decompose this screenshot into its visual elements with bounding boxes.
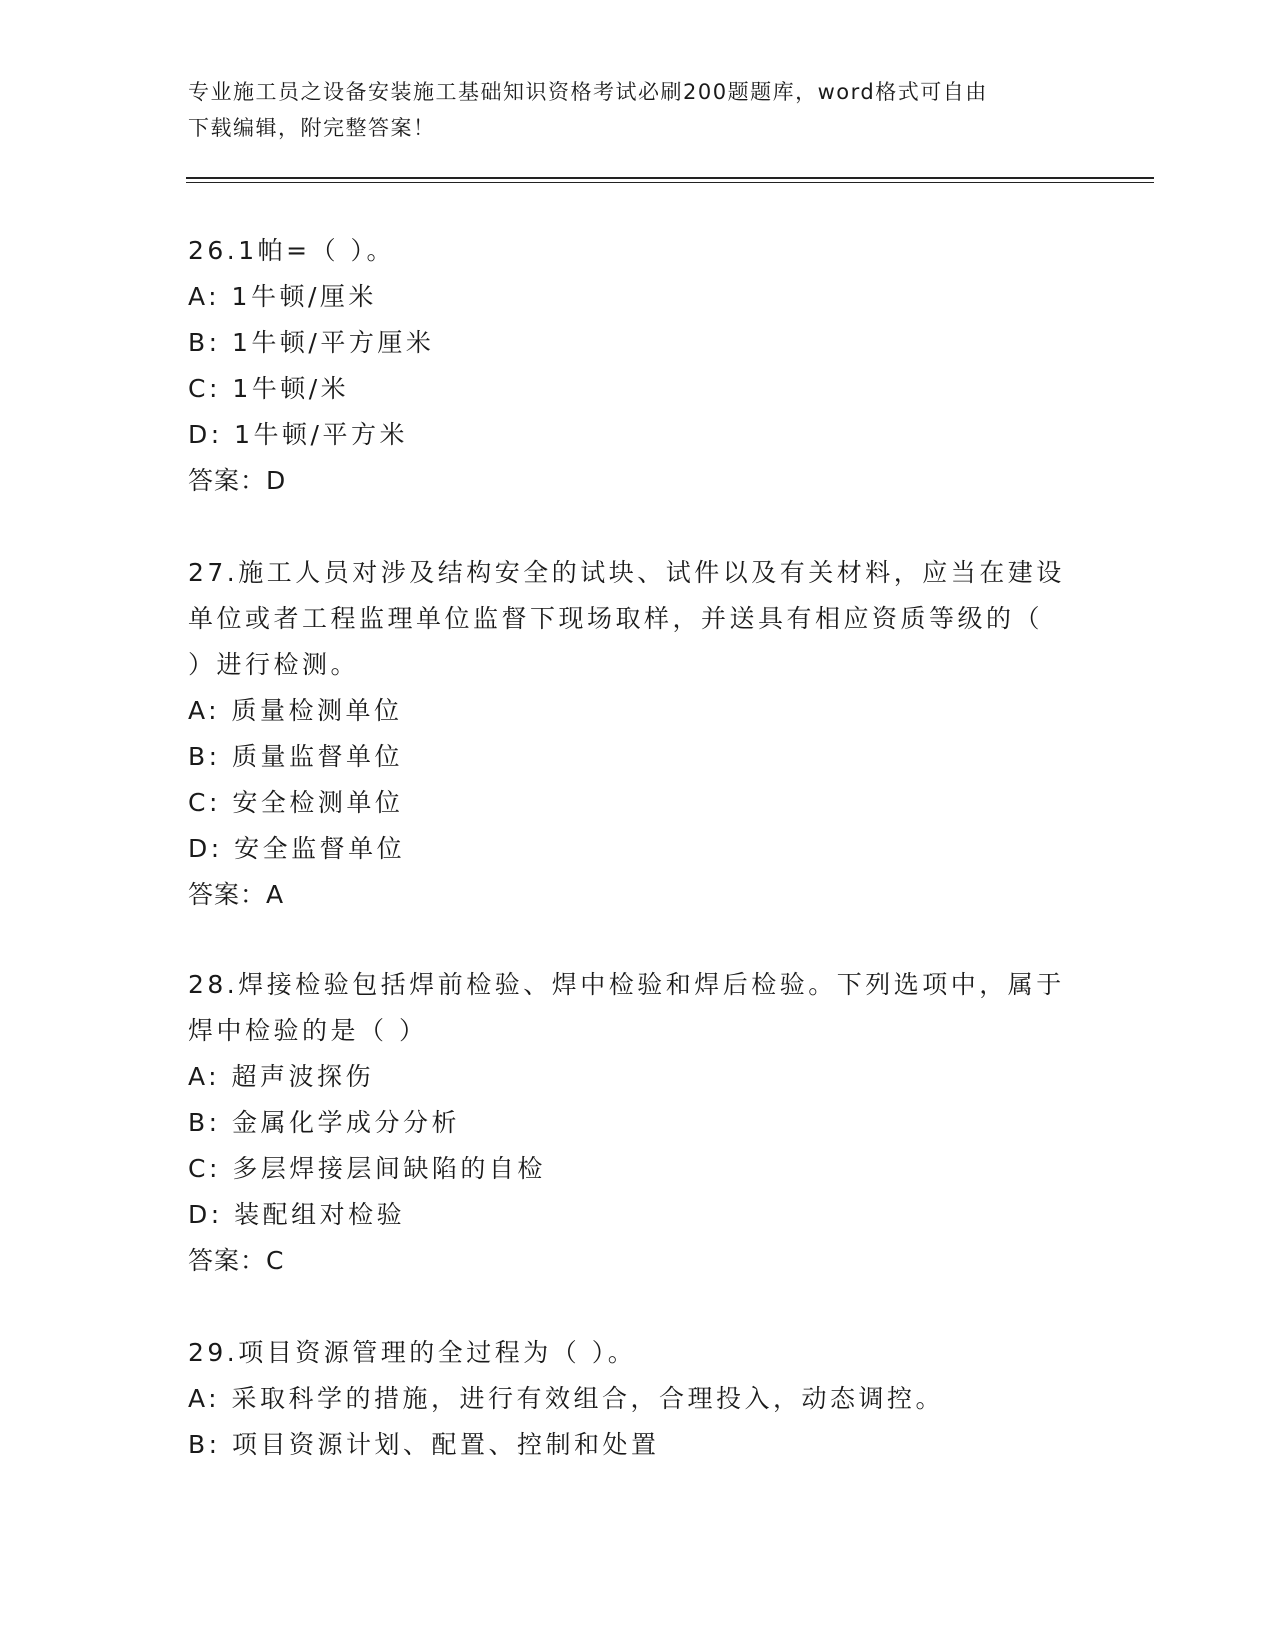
question-text: 29.项目资源管理的全过程为（ ）。 [188, 1338, 637, 1367]
option-a: A: 1牛顿/厘米 [188, 282, 377, 311]
option-b: B: 金属化学成分分析 [188, 1108, 461, 1137]
option-c: C: 安全检测单位 [188, 788, 404, 817]
document-header [188, 74, 1088, 146]
answer: 答案：C [188, 1246, 285, 1275]
option-d: D: 装配组对检验 [188, 1200, 406, 1229]
option-a: A: 质量检测单位 [188, 696, 403, 725]
question-26 [188, 228, 1088, 504]
question-text: 焊中检验的是（ ） [188, 1016, 428, 1045]
option-c: C: 多层焊接层间缺陷的自检 [188, 1154, 546, 1183]
option-b: B: 项目资源计划、配置、控制和处置 [188, 1430, 660, 1459]
question-29 [188, 1330, 1088, 1468]
question-27 [188, 550, 1088, 918]
header-line-1: 专业施工员之设备安装施工基础知识资格考试必刷200题题库，word格式可自由 [188, 80, 988, 104]
question-text: 27.施工人员对涉及结构安全的试块、试件以及有关材料，应当在建设 [188, 558, 1065, 587]
option-c: C: 1牛顿/米 [188, 374, 350, 403]
question-text: 26.1帕=（ ）。 [188, 236, 396, 265]
question-text: 28.焊接检验包括焊前检验、焊中检验和焊后检验。下列选项中，属于 [188, 970, 1065, 999]
header-divider-thick [186, 177, 1154, 179]
option-a: A: 超声波探伤 [188, 1062, 375, 1091]
question-text: ）进行检测。 [188, 650, 360, 679]
header-divider-thin [186, 182, 1154, 183]
option-b: B: 质量监督单位 [188, 742, 404, 771]
option-b: B: 1牛顿/平方厘米 [188, 328, 435, 357]
answer: 答案：D [188, 466, 287, 495]
option-d: D: 1牛顿/平方米 [188, 420, 408, 449]
option-a: A: 采取科学的措施，进行有效组合，合理投入，动态调控。 [188, 1384, 945, 1413]
question-28 [188, 962, 1088, 1284]
question-text: 单位或者工程监理单位监督下现场取样，并送具有相应资质等级的（ [188, 604, 1044, 633]
option-d: D: 安全监督单位 [188, 834, 406, 863]
answer: 答案：A [188, 880, 285, 909]
header-line-2: 下载编辑，附完整答案！ [188, 116, 436, 140]
